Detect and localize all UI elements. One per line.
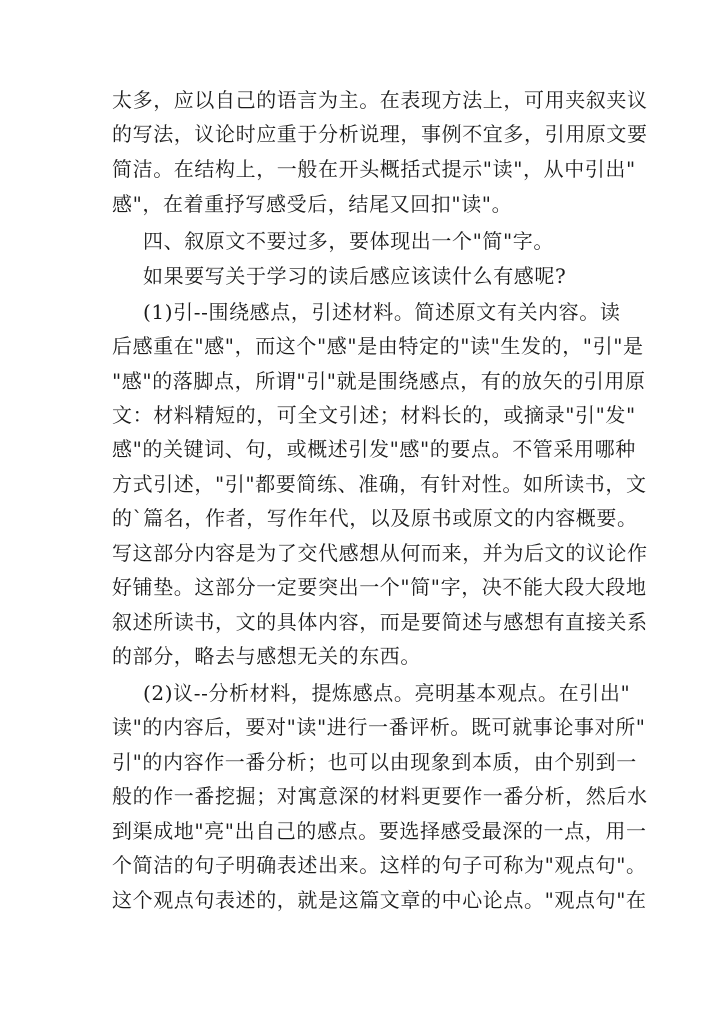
text-line: 后感重在"感"，而这个"感"是由特定的"读"生发的，"引"是 xyxy=(112,334,644,358)
section-heading: 四、叙原文不要过多，要体现出一个"简"字。 xyxy=(143,229,554,253)
text-line: 好铺垫。这部分一定要突出一个"简"字，决不能大段大段地 xyxy=(112,575,647,599)
text-line: 的`篇名，作者，写作年代，以及原书或原文的内容概要。 xyxy=(112,506,638,530)
text-line: 的写法，议论时应重于分析说理，事例不宜多，引用原文要 xyxy=(112,122,648,146)
text-line: 到渠成地"亮"出自己的感点。要选择感受最深的一点，用一 xyxy=(112,819,647,843)
text-line: 感"的关键词、句，或概述引发"感"的要点。不管采用哪种 xyxy=(112,437,636,461)
text-line: 的部分，略去与感想无关的东西。 xyxy=(112,644,421,668)
text-line: 般的作一番挖掘；对寓意深的材料更要作一番分析，然后水 xyxy=(112,784,648,808)
question-heading: 如果要写关于学习的读后感应该读什么有感呢? xyxy=(143,264,567,288)
text-line: 引"的内容作一番分析；也可以由现象到本质，由个别到一 xyxy=(112,750,637,774)
text-line: 叙述所读书，文的具体内容，而是要简述与感想有直接关系 xyxy=(112,610,648,634)
text-line: 文：材料精短的，可全文引述；材料长的，或摘录"引"发" xyxy=(112,403,636,427)
paragraph-start: (2)议--分析材料，提炼感点。亮明基本观点。在引出" xyxy=(143,681,631,705)
text-line: 读"的内容后，要对"读"进行一番评析。既可就事论事对所" xyxy=(112,715,646,739)
text-line: 方式引述，"引"都要简练、准确，有针对性。如所读书，文 xyxy=(112,472,647,496)
text-line: "感"的落脚点，所谓"引"就是围绕感点，有的放矢的引用原 xyxy=(112,369,646,393)
text-line: 写这部分内容是为了交代感想从何而来，并为后文的议论作 xyxy=(112,541,648,565)
text-line: 感"，在着重抒写感受后，结尾又回扣"读"。 xyxy=(112,192,513,216)
text-line: 简洁。在结构上，一般在开头概括式提示"读"，从中引出" xyxy=(112,157,636,181)
paragraph-start: (1)引--围绕感点，引述材料。简述原文有关内容。读 xyxy=(143,300,621,324)
text-line: 太多，应以自己的语言为主。在表现方法上，可用夹叙夹议 xyxy=(112,88,648,112)
text-line: 这个观点句表述的，就是这篇文章的中心论点。"观点句"在 xyxy=(112,888,647,912)
text-line: 个简洁的句子明确表述出来。这样的句子可称为"观点句"。 xyxy=(112,853,647,877)
